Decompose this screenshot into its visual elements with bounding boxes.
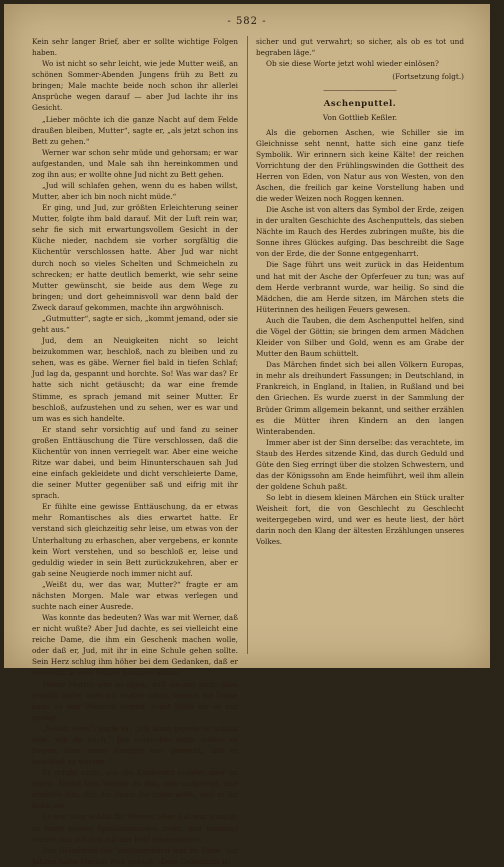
paragraph: „Weißt du, wer das war, Mutter?“ fragte er am nächsten Morgen. Male war etwas verlegen und suchte nach einer Ausrede. — [32, 579, 238, 611]
paragraph: Die Sage führt uns weit zurück in das Heidentum und hat mit der Asche der Opferfeuer zu tun; was auf dem Herde verbrannt wurde, war heilig. So sind die Mädchen, die am Herde sitzen, im Märchen stets die Hüterinnen des heiligen Feuers gewesen. — [256, 260, 464, 314]
paragraph: „Lieber möchte ich die ganze Nacht auf dem Felde draußen bleiben, Mutter“, sagte er, „als jetzt schon ins Bett zu gehen.“ — [32, 114, 238, 146]
article-title: Aschenputtel. — [323, 99, 397, 110]
continuation-note: (Fortsetzung folgt.) — [392, 72, 464, 82]
paragraph: „Gutmutter“, sagte er sich, „kommt jemand, oder sie geht aus.“ — [32, 313, 238, 335]
paragraph: Er ging, und Jud, zur größten Erleichterung seiner Mutter, folgte ihm bald darauf. Mit der Luft rein war, sehr fie sich mit erwartungsvollem Gesicht in der Küche nieder, nachdem sie vorher sorgfältig die Küchentür verschlossen hatte. Aber Jud war nicht durch noch so vieles Schelten und Schmeicheln zu schrecken; er hatte deutlich bemerkt, wie sehr seine Mutter gewünscht, sie beide aus dem Wege zu bringen; und dort geheimnisvoll war denn bald der Zweck darauf gekommen, machte ihn argwöhnisch. — [32, 203, 238, 312]
paragraph: Er fühlte eine gewisse Enttäuschung, da er etwas mehr Romantisches als dies erwartet hatte. Er verstand sich gleichzeitig sehr leise, um etwas von der Unterhaltung zu erhaschen, aber vergebens, er konnte kein Wort verstehen, und so beschloß er, leise und geduldig wieder in sein Bett zurückzukehren, aber er gab seine Neugierde noch immer nicht auf. — [32, 502, 238, 578]
paragraph: „Jud will schlafen gehen, wenn du es haben willst, Mutter, aber ich bin noch nicht müde.“ — [32, 181, 238, 202]
paragraph: Was konnte das bedeuten? Was war mit Werner, daß er nicht wußte? Aber Jud dachte, es sei vielleicht eine reiche Dame, die ihm ein Geschenk machen wolle, oder daß er, Jud, mit ihr in eine Schule gehen sollte. Sein Herz schlug ihm höher bei dem Gedanken, daß er vielleicht in eine Schule kommen könne. — [32, 613, 238, 678]
column-divider — [247, 36, 248, 654]
paragraph: Auch die Tauben, die dem Aschenputtel helfen, sind die Vögel der Göttin; sie bringen dem armen Mädchen Kleider von Silber und Gold, wenn es am Grabe der Mutter den Baum schüttelt. — [256, 315, 464, 359]
paragraph: „Schön wärs“, sagte er; „ich kann gerade so schlau sein, wie du auch.“ Jud versuchte nicht weiter zu fragen, aber seine Neugier war geweckt, und er beschloß zu warten. — [32, 723, 238, 767]
paragraph: Werner war schon sehr müde und gehorsam; er war aufgestanden, und Male sah ihn hereinkommen und zog ihn aus; er wollte ohne Jud nicht zu Bett gehen. — [32, 147, 238, 179]
paragraph: Er stand sehr vorsichtig auf und fand zu seiner großen Enttäuschung die Türe verschlossen, daß die Küchentür von innen verriegelt war. Aber eine weiche Ritze war dabei, und beim Hinunterschauen sah Jud eine einfach gekleidete und dicht verschleierte Dame, die seiner Mutter gegenüber saß und eifrig mit ihr sprach. — [32, 424, 238, 501]
paragraph: Als die gebornen Aschen, wie Schiller sie im Gleichnisse seht nennt, hatte sich eine ganz tiefe Symbolik. Wir erinnern sich keine Kälte! der reichen Vorrichtung der den Frühlingswinden die Gottheit des Herren von Eden, von Natur aus von Westen, von den Aschen, die freilich gar keine Vorstellung haben und die weder Weizen noch Roggen kennen. — [256, 127, 464, 204]
right-column — [256, 36, 464, 654]
article-byline: Von Gottlieb Keßler. — [322, 113, 398, 123]
paragraph: Das Geheimnis der Vergangenheit war zu Ende. Vor Jahren hatte Marian Weß gesagt: „Dein Geheimnis ist — [32, 845, 238, 866]
page-number: - 582 - — [227, 16, 267, 27]
newspaper-page — [4, 4, 490, 866]
paragraph: Jud, dem an Neuigkeiten nicht so leicht beizukommen war, beschloß, nach zu bleiben und zu sehen, was es gäbe. Werner fiel bald in tiefen Schlaf; Jud lag da, gespannt und horchte. So! Was war das? Er hatte sich nicht getäuscht; da war eine fremde Stimme, es sprach jemand mit seiner Mutter. Er beschloß, aufzustehen und zu sehen, wer es war und um was es sich handelte. — [32, 336, 238, 423]
paragraph: Kein sehr langer Brief, aber er sollte wichtige Folgen haben. — [32, 37, 238, 58]
paragraph: Das Märchen findet sich bei allen Völkern Europas, in mehr als dreihundert Fassungen; in Deutschland, in Frankreich, in England, in Italien, in Rußland und bei den Griechen. Es wurde zuerst in der Sammlung der Brüder Grimm allgemein bekannt, und seither erzählen es die Mütter ihren Kindern an den langen Winterabenden. — [256, 360, 464, 436]
paragraph: sicher und gut verwahrt; so sicher, als ob es tot und begraben läge.“ — [256, 37, 464, 58]
paragraph: Die Asche ist von alters das Symbol der Erde, zeigen in der uralten Geschichte des Aschenputtels, das sieben Nächte im Rauch des Herdes zubringen mußte, bis die Sonne ihres Glückes aufging. Das beschreibt die Sage von der Erde, die der Sonne entgegenharrt. — [256, 205, 464, 259]
paragraph: Immer aber ist der Sinn derselbe: das verachtete, im Staub des Herdes sitzende Kind, das durch Geduld und Güte den Sieg erringt über die stolzen Schwestern, und das der Königssohn am Ende heimführt, weil ihm allein der goldene Schuh paßt. — [256, 437, 464, 492]
paragraph: Meine Mutter war so eigen, daß sie mir nicht alles erzählt hätte; aber ich wußte schon, warum die Dame kam: es war Werners wegen, sonst hätte sie es mir gesagt. — [32, 679, 238, 722]
left-column — [32, 36, 238, 866]
paragraph: Ob sie diese Worte jetzt wohl wieder einlösen? — [266, 59, 439, 69]
paragraph: Wo ist nicht so sehr leicht, wie jede Mutter weiß, an schönen Sommer-Abenden Jungens früh zu Bett zu bringen; Male machte beide noch schon ihr allerlei Ansprüche wegen darauf — aber Jud lachte ihr ins Gesicht. — [32, 59, 238, 113]
paragraph: Es war sehr schön für Werner, aber Jud war traurig; er hatte keinen Spielkameraden mehr, und niemand würde nun mit ihm auf das Feld hinausgehen. — [32, 812, 238, 844]
paragraph: So lebt in diesem kleinen Märchen ein Stück uralter Weisheit fort, die von Geschlecht zu Geschlecht weitergegeben wird, und wer es heute liest, der hört darin noch den Klang der ältesten Erzählungen unseres Volkes. — [256, 493, 464, 547]
section-separator: ―――――――――― — [323, 85, 397, 95]
paragraph: Er erfuhr nicht, wie die Konferenz endete; aber an jenem Abend kam Werner zu ihm, sehr aufgeregt, und erzählte ihm, daß die Dame ihn holen wolle, weil er ihr Sohn sei. — [32, 768, 238, 811]
